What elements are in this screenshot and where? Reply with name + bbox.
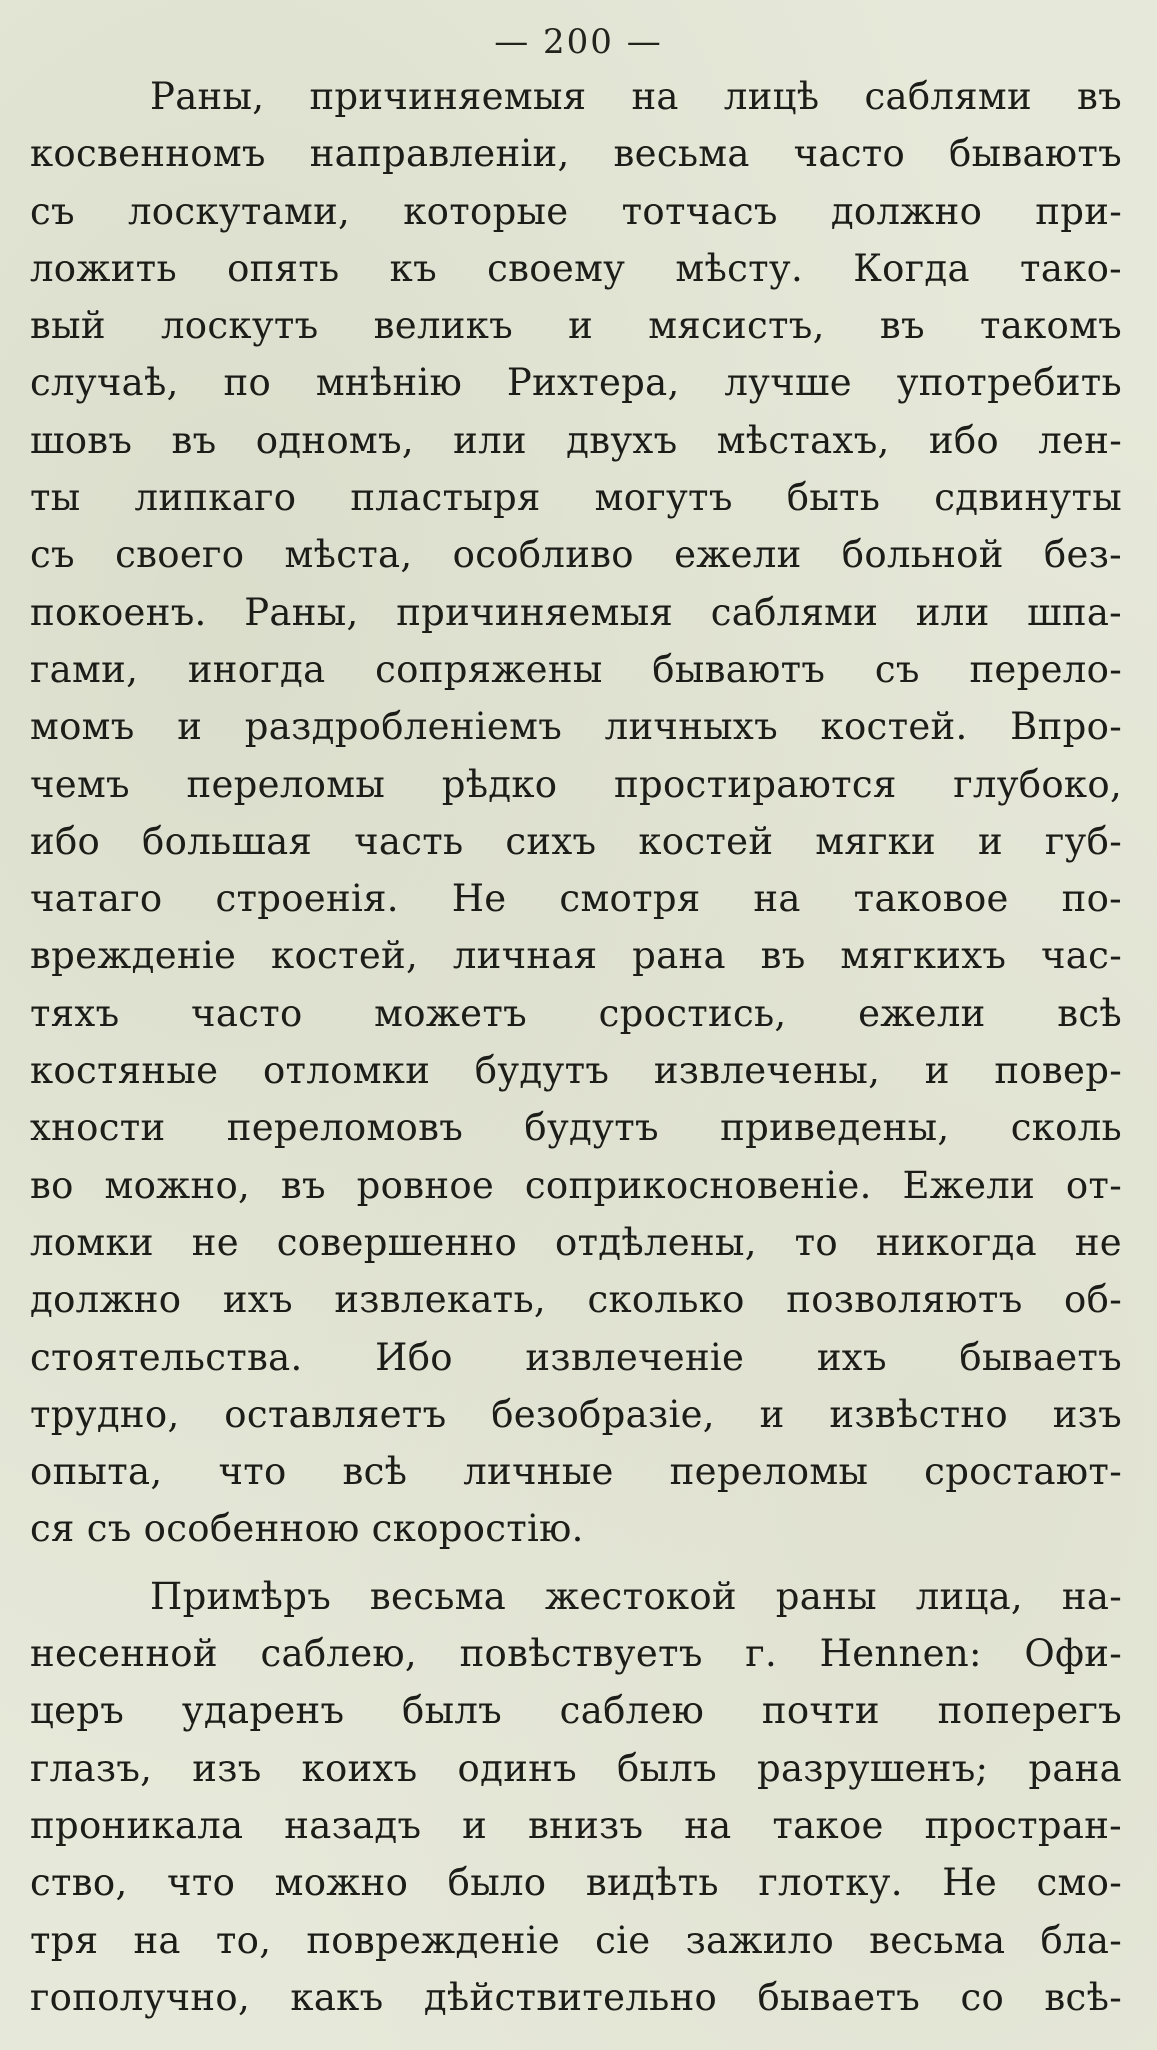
paragraph-1 (30, 68, 1122, 1558)
text-line: должно ихъ извлекать, сколько позволяютъ об- (30, 1278, 1122, 1322)
text-line: стоятельства. Ибо извлеченіе ихъ бываетъ (30, 1335, 1122, 1379)
text-line: ты липкаго пластыря могутъ быть сдвинуты (30, 476, 1122, 520)
text-line: врежденіе костей, личная рана въ мягкихъ час- (30, 934, 1122, 978)
text-line: ломки не совершенно отдѣлены, то никогда не (30, 1220, 1122, 1264)
text-line: ся съ особенною скоростію. (30, 1507, 584, 1551)
text-line: тяхъ часто можетъ сростись, ежели всѣ (30, 991, 1122, 1035)
text-line: трудно, оставляетъ безобразіе, и извѣстно изъ (30, 1392, 1122, 1436)
text-line: косвенномъ направленіи, весьма часто бываютъ (30, 132, 1122, 176)
text-line: костяные отломки будутъ извлечены, и повер- (30, 1049, 1122, 1093)
paragraph-2 (30, 1568, 1122, 2026)
text-line: съ своего мѣста, особливо ежели больной без- (30, 533, 1122, 577)
text-line: вый лоскутъ великъ и мясистъ, въ такомъ (30, 304, 1122, 348)
text-line: ложить опять къ своему мѣсту. Когда тако- (30, 246, 1122, 290)
text-line: опыта, что всѣ личные переломы сростают- (30, 1450, 1122, 1494)
text-line: чемъ переломы рѣдко простираются глубоко, (30, 762, 1122, 806)
page-number: — 200 — (494, 22, 663, 62)
text-line: ибо большая часть сихъ костей мягки и губ- (30, 819, 1122, 863)
text-line: глазъ, изъ коихъ одинъ былъ разрушенъ; рана (30, 1746, 1122, 1790)
text-line: съ лоскутами, которые тотчасъ должно при- (30, 189, 1122, 233)
body-text (30, 68, 1122, 2026)
text-line: тря на то, поврежденіе сіе зажило весьма бла- (30, 1918, 1122, 1962)
text-line: гополучно, какъ дѣйствительно бываетъ со всѣ- (30, 1975, 1122, 2019)
text-line: несенной саблею, повѣствуетъ г. Hennen: Офи- (30, 1632, 1122, 1676)
text-line: момъ и раздробленіемъ личныхъ костей. Впро- (30, 705, 1122, 749)
paragraph-gap (30, 1558, 1122, 1568)
text-line: церъ ударенъ былъ саблею почти поперегъ (30, 1689, 1122, 1733)
text-line: покоенъ. Раны, причиняемыя саблями или шпа- (30, 590, 1122, 634)
text-line: Примѣръ весьма жестокой раны лица, на- (150, 1574, 1122, 1618)
text-line: Раны, причиняемыя на лицѣ саблями въ (150, 75, 1122, 118)
text-line: во можно, въ ровное соприкосновеніе. Ежели от- (30, 1163, 1122, 1207)
text-line: хности переломовъ будутъ приведены, сколь (30, 1106, 1122, 1150)
text-line: ство, что можно было видѣть глотку. Не смо- (30, 1861, 1122, 1905)
text-line: случаѣ, по мнѣнію Рихтера, лучше употребить (30, 361, 1122, 405)
text-line: шовъ въ одномъ, или двухъ мѣстахъ, ибо лен- (30, 418, 1122, 462)
text-line: гами, иногда сопряжены бываютъ съ перело- (30, 647, 1122, 691)
text-line: чатаго строенія. Не смотря на таковое по- (30, 877, 1122, 921)
text-line: проникала назадъ и внизъ на такое простран- (30, 1803, 1122, 1847)
